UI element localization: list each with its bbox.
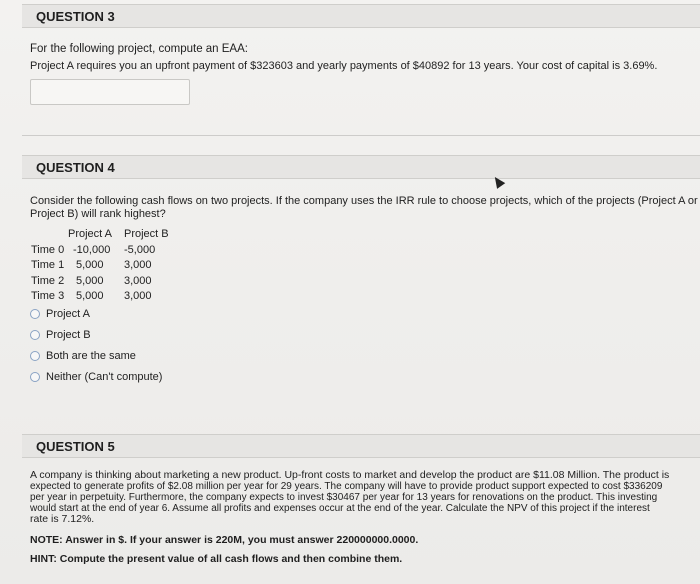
row-label: Time 0 xyxy=(31,243,65,256)
project-a-value: 5,000 xyxy=(76,290,104,302)
radio-button-icon[interactable] xyxy=(30,330,40,340)
question-4-title: QUESTION 4 xyxy=(36,159,115,175)
option-label: Project B xyxy=(46,329,91,341)
question-5-line-5: rate is 7.12%. xyxy=(30,513,95,525)
project-a-value: -10,000 xyxy=(73,243,111,256)
question-3-title: QUESTION 3 xyxy=(36,8,115,24)
question-5-header xyxy=(22,434,700,458)
question-5-note: NOTE: Answer in $. If your answer is 220M, you must answer 220000000.0000. xyxy=(30,534,419,546)
row-label: Time 2 xyxy=(31,274,65,287)
question-5-hint: HINT: Compute the present value of all cash flows and then combine them. xyxy=(30,553,403,565)
question-4-prompt-line-1: Consider the following cash flows on two projects. If the company uses the IRR rule to choose projects, which of the projects (Project A or xyxy=(30,195,698,207)
column-header-project-a: Project A xyxy=(68,228,113,240)
question-5-line-1: A company is thinking about marketing a new product. Up-front costs to market and develop the product are $11.08 Million. The product is xyxy=(30,469,670,481)
question-5-line-4: would start at the end of year 6. Assume all profits and expenses occur at the end of the year. Calculate the NPV of this project if the interest xyxy=(30,503,650,514)
project-b-value: -5,000 xyxy=(124,243,156,256)
radio-button-icon[interactable] xyxy=(30,351,40,361)
column-header-project-b: Project B xyxy=(124,228,169,240)
option-project-b[interactable] xyxy=(30,326,91,344)
project-b-value: 3,000 xyxy=(124,274,152,287)
question-4-header xyxy=(22,155,700,179)
project-b-value: 3,000 xyxy=(124,290,152,302)
question-3-answer-input[interactable] xyxy=(30,79,190,105)
option-label: Neither (Can't compute) xyxy=(46,371,163,383)
question-3-header xyxy=(22,4,700,28)
row-label: Time 1 xyxy=(31,259,65,271)
project-a-value: 5,000 xyxy=(76,259,104,271)
row-label: Time 3 xyxy=(31,290,65,302)
question-3-line-2: Project A requires you an upfront payment of $323603 and yearly payments of $40892 for 13 years. Your cost of capital is 3.69%. xyxy=(30,60,658,72)
question-5-line-2: expected to generate profits of $2.08 million per year for 29 years. The company will have to provide product support expected to cost $336209 xyxy=(30,481,663,492)
project-a-value: 5,000 xyxy=(76,274,104,287)
question-4-prompt-line-2: Project B) will rank highest? xyxy=(30,208,166,220)
question-5-line-3: per year in perpetuity. Furthermore, the company expects to invest $30467 per year for 13 years for renovations on the product. This investing xyxy=(30,492,658,503)
divider xyxy=(22,135,700,136)
question-5-title: QUESTION 5 xyxy=(36,438,115,454)
question-3-line-1: For the following project, compute an EAA: xyxy=(30,43,248,55)
option-project-a[interactable] xyxy=(30,305,90,323)
option-label: Both are the same xyxy=(46,350,136,362)
project-b-value: 3,000 xyxy=(124,259,152,271)
radio-button-icon[interactable] xyxy=(30,372,40,382)
radio-button-icon[interactable] xyxy=(30,309,40,319)
option-both-same[interactable] xyxy=(30,347,136,365)
option-label: Project A xyxy=(46,308,91,320)
option-neither[interactable] xyxy=(30,368,162,386)
